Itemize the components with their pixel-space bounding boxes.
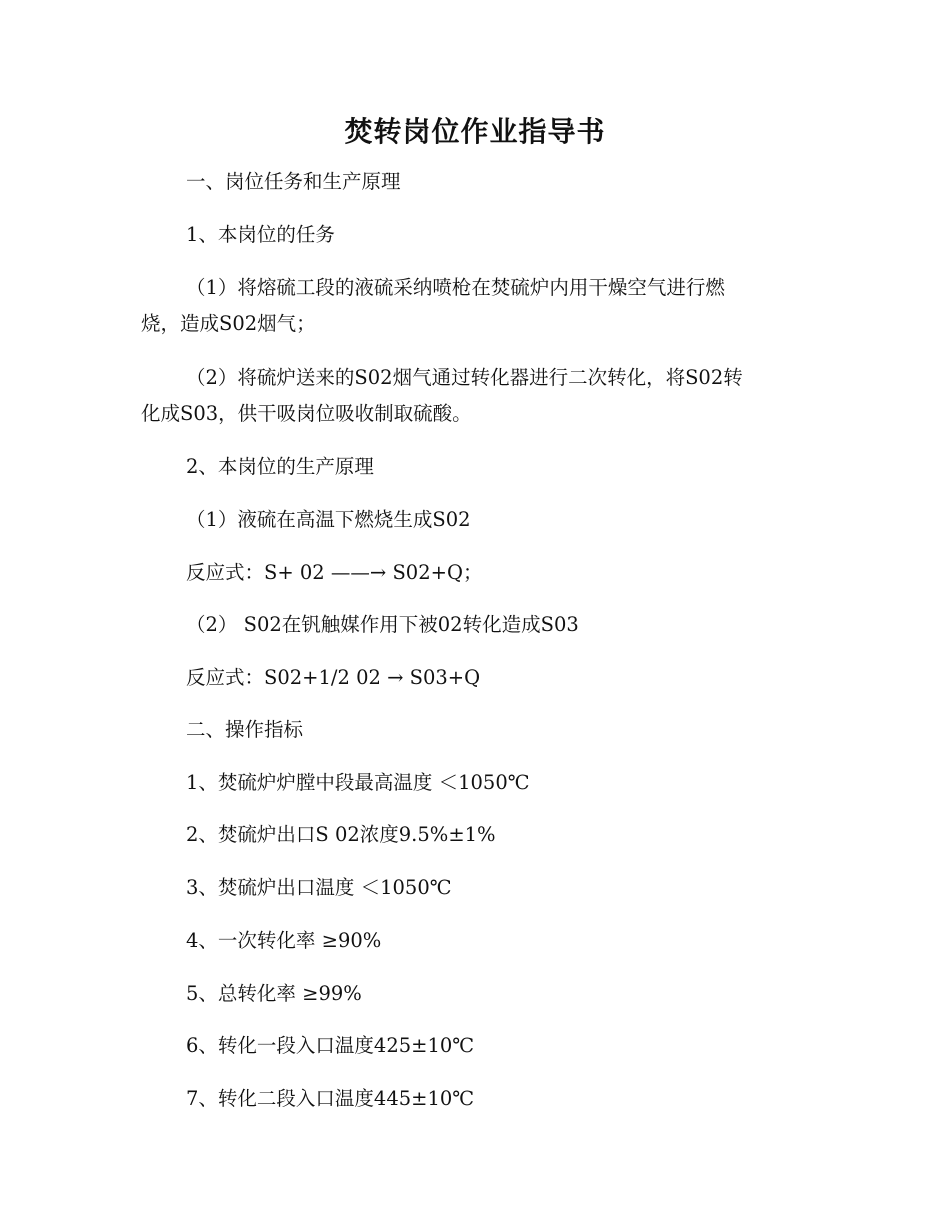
indicator-item: 6、转化一段入口温度425±10℃ — [186, 1034, 475, 1057]
reaction-equation: 反应式：S02+1/2 02 → S03+Q — [186, 666, 481, 689]
document-title: 焚转岗位作业指导书 — [344, 115, 606, 148]
indicator-item: 5、总转化率 ≥99% — [186, 982, 362, 1005]
indicator-item: 7、转化二段入口温度445±10℃ — [186, 1087, 475, 1110]
indicator-item: 4、一次转化率 ≥90% — [186, 929, 382, 952]
indicator-item: 2、焚硫炉出口S 02浓度9.5%±1% — [186, 823, 496, 846]
paragraph-line: 化成S03，供干吸岗位吸收制取硫酸。 — [141, 402, 472, 425]
paragraph-line: （1）将熔硫工段的液硫采纳喷枪在焚硫炉内用干燥空气进行燃 — [186, 276, 725, 299]
section-heading-1: 一、岗位任务和生产原理 — [186, 170, 401, 193]
indicator-item: 3、焚硫炉出口温度 ＜1050℃ — [186, 876, 452, 899]
paragraph-line: （1）液硫在高温下燃烧生成S02 — [186, 508, 471, 531]
subsection-heading-1: 1、本岗位的任务 — [186, 223, 335, 246]
section-heading-2: 二、操作指标 — [186, 718, 304, 741]
paragraph-line: 烧，造成S02烟气； — [141, 312, 316, 335]
paragraph-line: （2）将硫炉送来的S02烟气通过转化器进行二次转化，将S02转 — [186, 366, 743, 389]
paragraph-line: （2） S02在钒触媒作用下被02转化造成S03 — [186, 613, 579, 636]
indicator-item: 1、焚硫炉炉膛中段最高温度 ＜1050℃ — [186, 771, 530, 794]
reaction-equation: 反应式：S+ 02 ——→ S02+Q； — [186, 561, 483, 584]
subsection-heading-2: 2、本岗位的生产原理 — [186, 455, 374, 478]
